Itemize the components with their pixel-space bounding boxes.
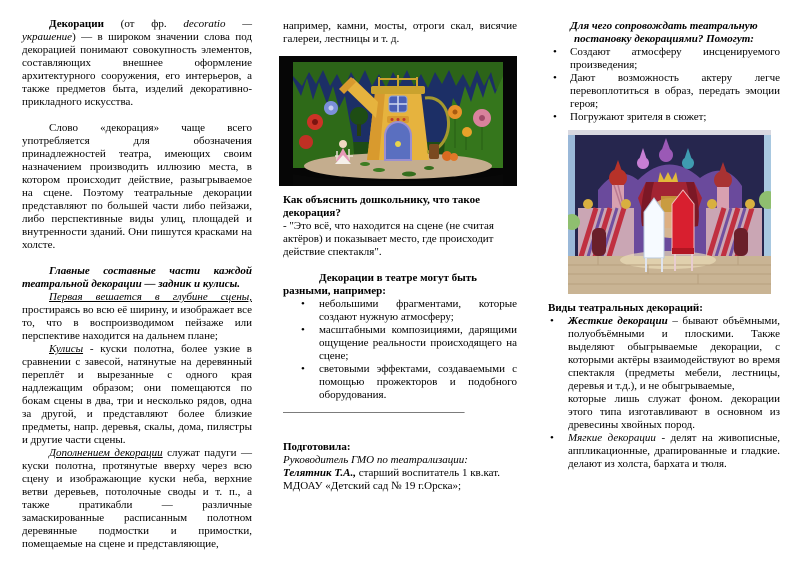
column-middle <box>283 20 517 493</box>
stage-photo-thrones <box>568 130 771 294</box>
list-item: • масштабными композициями, дарящими ощущение реальности происходящего на сцене; <box>283 324 517 363</box>
paragraph-additions: Дополнением декорации служат падуги — куски полотна, протянутые вверху через всю сцену и изображающие куски неба, верхние ветви деревьев, потолочные своды и т. п., а также пратикабли — различные замаскированные расписанным полотном деревянные подмостки и примостки, помещаемые на сцене и представляющие, <box>22 447 252 550</box>
why-heading: Для чего сопровождать театральную постановку декорациями? Помогут: <box>570 20 758 45</box>
bullet-icon: • <box>553 46 557 58</box>
bullet-icon: • <box>301 298 305 310</box>
list-item: • Создают атмосферу инсценируемого произведения; <box>548 46 780 72</box>
types-heading: Виды театральных декораций: <box>548 302 703 314</box>
credits-block <box>283 441 517 493</box>
paragraph-continuation: например, камни, мосты, отроги скал, висячие галереи, лестницы и т. д. <box>283 20 517 45</box>
list-item: • Дают возможность актеру легче перевоплотиться в образ, передать эмоции героя; <box>548 72 780 111</box>
variety-heading: Декорации в театре могут быть разными, например: <box>283 272 477 297</box>
bullet-icon: • <box>553 72 557 84</box>
stage-photo-watering-can <box>279 56 517 186</box>
column-right <box>548 20 780 471</box>
column-left <box>22 18 252 551</box>
bullet-icon: • <box>301 324 305 336</box>
term-decorations: Декорации <box>49 18 104 30</box>
question-heading: Как объяснить дошкольнику, что такое декорация? <box>283 194 481 219</box>
question-answer: - "Это всё, что находится на сцене (не считая актёров) и показывает место, где происходит действие спектакля". <box>283 220 494 258</box>
paragraph-word-usage: Слово «декорация» чаще всего употребляется для обозначения принадлежностей театра, имеющих своим назначением производить иллюзию места, в котором происходит действие, разыгрываемое на сцене. Поэтому театральные декорации представляют по большей части либо пейзажи, либо перспективные виды улиц, площадей и внутренности зданий. Они пишутся красками на холсте. <box>22 122 252 251</box>
paragraph-backdrop: Первая вешается в глубине сцены, простираясь во всю её ширину, и изображает все то, что в воспроизводимом пейзаже или перспективе находится на дальнем плане; <box>22 291 252 342</box>
list-item-hard-decorations: • Жесткие декорации – бывают объёмными, полуобъёмными и плоскими. Также выделяют обыгрываемые декорации, с которыми актёры взаимодействуют во время спектакля (предметы мебели, лестницы, деревья и т.д.), и не обыгрываемые, которые лишь служат фоном. декорации этого типа изготавливают в основном из древесины хвойных пород. <box>550 315 780 431</box>
types-list <box>548 315 780 471</box>
bullet-icon: • <box>301 363 305 375</box>
list-item: • небольшими фрагментами, которые создают нужную атмосферу; <box>283 298 517 324</box>
paragraph-main-parts: Главные составные части каждой театральной декорации — задник и кулисы. <box>22 265 252 290</box>
paragraph-wings: Кулисы - куски полотна, более узкие в сравнении с завесой, натянутые на деревянный переплёт и вырезанные с одного края надлежащим образом; они помещаются по бокам сцены в два, три и несколько рядов, одна за другой, и представляют более близкие предметы, напр. деревья, скалы, дома, пилястры и другие части сцены. <box>22 343 252 446</box>
paragraph-definition: Декорации (от фр. decoratio — украшение) — в широком значении слова под декорацией понимают совокупность элементов, составляющих внешнее оформление архитектурного сооружения, его интерьеров, а также предметов быта, изделий декоративно-прикладного искусства. <box>22 18 252 108</box>
bullet-icon: • <box>553 111 557 123</box>
credits-organization: МДОАУ «Детский сад № 19 г.Орска»; <box>283 480 462 492</box>
list-item: • Погружают зрителя в сюжет; <box>548 111 780 124</box>
separator-line: _________________________________ <box>283 402 465 414</box>
credits-heading: Подготовила: <box>283 441 351 453</box>
latin-origin: decoratio — украшение <box>22 18 252 43</box>
list-item: • световыми эффектами, создаваемыми с помощью прожекторов и подобного оборудования. <box>283 363 517 402</box>
bullet-icon: • <box>550 315 554 327</box>
why-list <box>548 46 780 124</box>
variety-list <box>283 298 517 402</box>
credits-name: Телятник Т.А., старший воспитатель 1 кв.кат. <box>283 467 500 479</box>
credits-role: Руководитель ГМО по театрализации: <box>283 454 468 466</box>
list-item-soft-decorations: • Мягкие декорации - делят на живописные, аппликационные, драпированные и гладкие. делают из холста, бархата и тюля. <box>550 432 780 470</box>
bullet-icon: • <box>550 432 554 444</box>
